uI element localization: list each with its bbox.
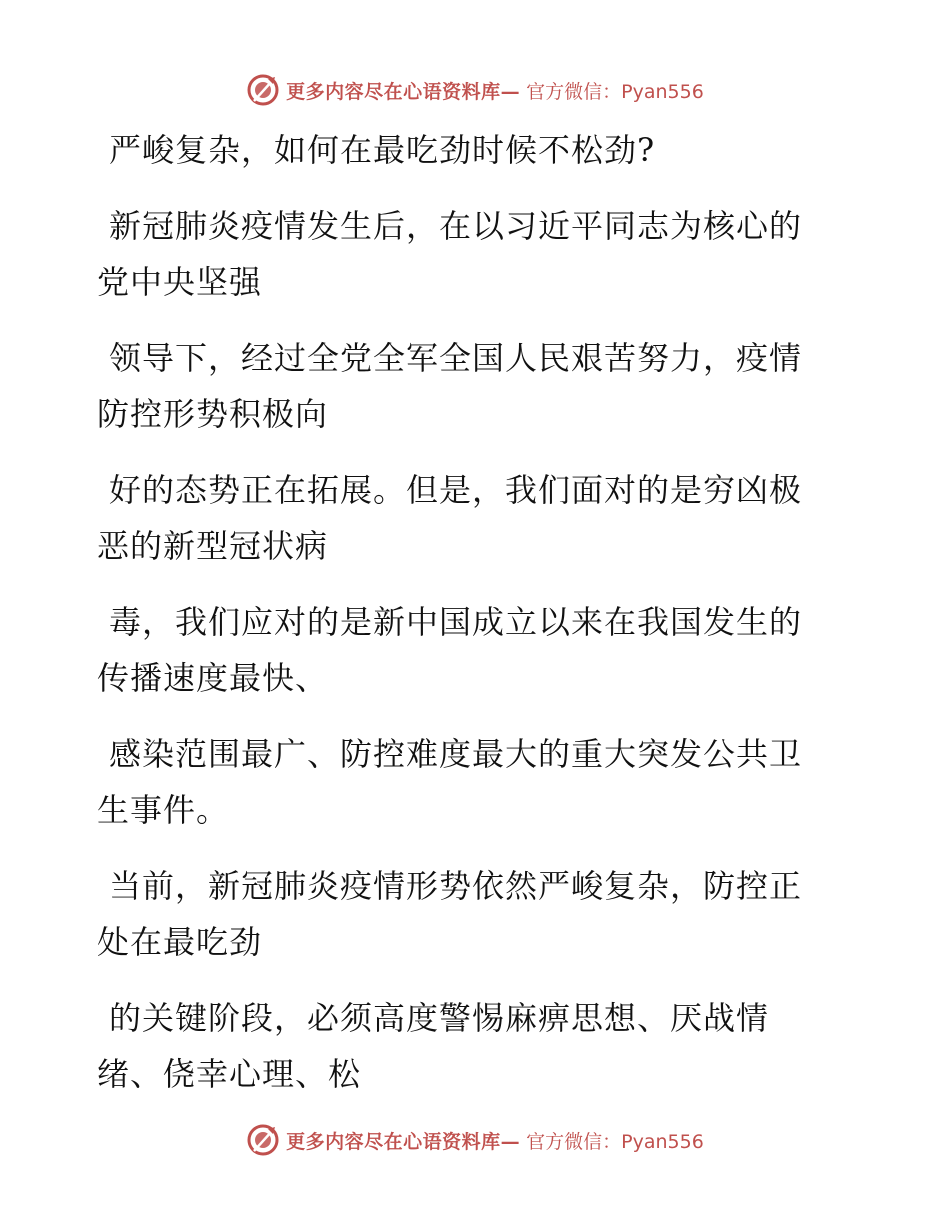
header-watermark — [0, 70, 950, 110]
paragraph — [97, 122, 832, 178]
paragraph-line: 党中央坚强 — [97, 263, 263, 301]
paragraph — [97, 858, 832, 970]
watermark-contact: 官方微信：Pyan556 — [526, 1130, 704, 1153]
paragraph-line: 领导下，经过全党全军全国人民艰苦努力，疫情 — [109, 339, 803, 377]
pen-logo-icon — [246, 73, 280, 107]
paragraph — [97, 198, 832, 310]
paragraph-line: 感染范围最广、防控难度最大的重大突发公共卫 — [109, 735, 803, 773]
paragraph-line: 恶的新型冠状病 — [97, 527, 329, 565]
paragraph-line: 传播速度最快、 — [97, 659, 329, 697]
paragraph-line: 处在最吃劲 — [97, 923, 263, 961]
document-body — [97, 122, 832, 1122]
paragraph-line: 防控形势积极向 — [97, 395, 329, 433]
paragraph-line: 新冠肺炎疫情发生后，在以习近平同志为核心的 — [109, 207, 803, 245]
paragraph-line: 绪、侥幸心理、松 — [97, 1055, 362, 1093]
paragraph — [97, 726, 832, 838]
paragraph — [97, 330, 832, 442]
pen-logo-icon — [246, 1123, 280, 1157]
footer-watermark — [0, 1120, 950, 1160]
watermark-text: 更多内容尽在心语资料库— — [286, 1130, 521, 1153]
paragraph-line: 当前，新冠肺炎疫情形势依然严峻复杂，防控正 — [109, 867, 803, 905]
paragraph — [97, 594, 832, 706]
paragraph-line: 好的态势正在拓展。但是，我们面对的是穷凶极 — [109, 471, 803, 509]
paragraph-line: 严峻复杂，如何在最吃劲时候不松劲? — [109, 131, 656, 169]
watermark-text: 更多内容尽在心语资料库— — [286, 80, 521, 103]
paragraph-line: 生事件。 — [97, 791, 230, 829]
watermark-contact: 官方微信：Pyan556 — [526, 80, 704, 103]
paragraph — [97, 990, 832, 1102]
paragraph-line: 的关键阶段，必须高度警惕麻痹思想、厌战情 — [109, 999, 770, 1037]
paragraph — [97, 462, 832, 574]
paragraph-line: 毒，我们应对的是新中国成立以来在我国发生的 — [109, 603, 803, 641]
